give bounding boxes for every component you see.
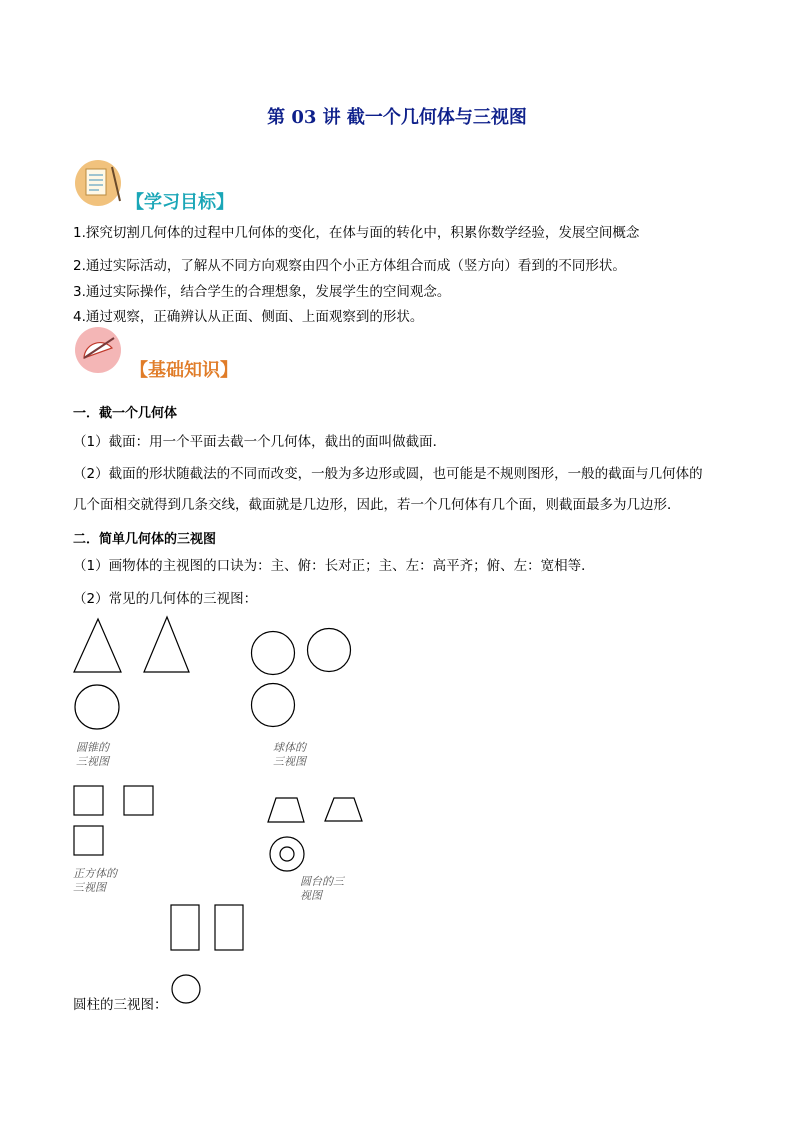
goal-item: 2.通过实际活动，了解从不同方向观察由四个小正方体组合而成（竖方向）看到的不同形状。 — [73, 258, 626, 274]
cone-top-view — [75, 685, 119, 729]
cylinder-top-view — [172, 975, 200, 1003]
paragraph: 几个面相交就得到几条交线，截面就是几边形，因此，若一个几何体有几个面，则截面最多为几边形． — [73, 497, 681, 513]
frustum-top-view-outer — [270, 837, 304, 871]
cube-top-view — [74, 826, 103, 855]
frustum-top-view-inner — [280, 847, 294, 861]
paragraph: （2）截面的形状随截法的不同而改变，一般为多边形或圆，也可能是不规则图形，一般的截面与几何体的 — [73, 466, 703, 482]
section-title: 二．简单几何体的三视图 — [73, 532, 217, 547]
cylinder-front-view — [171, 905, 199, 950]
page-title: 第 03 讲 截一个几何体与三视图 — [267, 107, 527, 128]
sphere-front-view — [252, 632, 295, 675]
cube-side-view — [124, 786, 153, 815]
paragraph: （2）常见的几何体的三视图： — [73, 591, 258, 607]
frustum-side-view — [325, 798, 362, 821]
goal-item: 1.探究切割几何体的过程中几何体的变化，在体与面的转化中，积累你数学经验，发展空间概念 — [73, 225, 640, 241]
cube-caption: 正方体的 三视图 — [73, 867, 117, 894]
frustum-caption: 圆台的三 视图 — [300, 875, 344, 902]
cone-caption: 圆锥的 三视图 — [76, 741, 109, 768]
frustum-front-view — [268, 798, 304, 822]
sphere-side-view — [308, 629, 351, 672]
cone-front-view — [74, 619, 121, 672]
cube-front-view — [74, 786, 103, 815]
paragraph: （1）画物体的主视图的口诀为：主、俯：长对正；主、左：高平齐；俯、左：宽相等． — [73, 558, 595, 574]
goal-item: 3.通过实际操作，结合学生的合理想象，发展学生的空间观念。 — [73, 284, 451, 300]
paragraph: （1）截面：用一个平面去截一个几何体，截出的面叫做截面． — [73, 434, 447, 450]
knowledge-heading: 【基础知识】 — [130, 360, 238, 381]
cylinder-label: 圆柱的三视图： — [73, 997, 168, 1013]
sphere-caption: 球体的 三视图 — [273, 741, 306, 768]
cone-side-view — [144, 617, 189, 672]
section-title: 一．截一个几何体 — [73, 406, 178, 421]
cylinder-side-view — [215, 905, 243, 950]
goals-heading: 【学习目标】 — [126, 192, 234, 213]
goal-item: 4.通过观察，正确辨认从正面、侧面、上面观察到的形状。 — [73, 309, 424, 325]
sphere-top-view — [252, 684, 295, 727]
